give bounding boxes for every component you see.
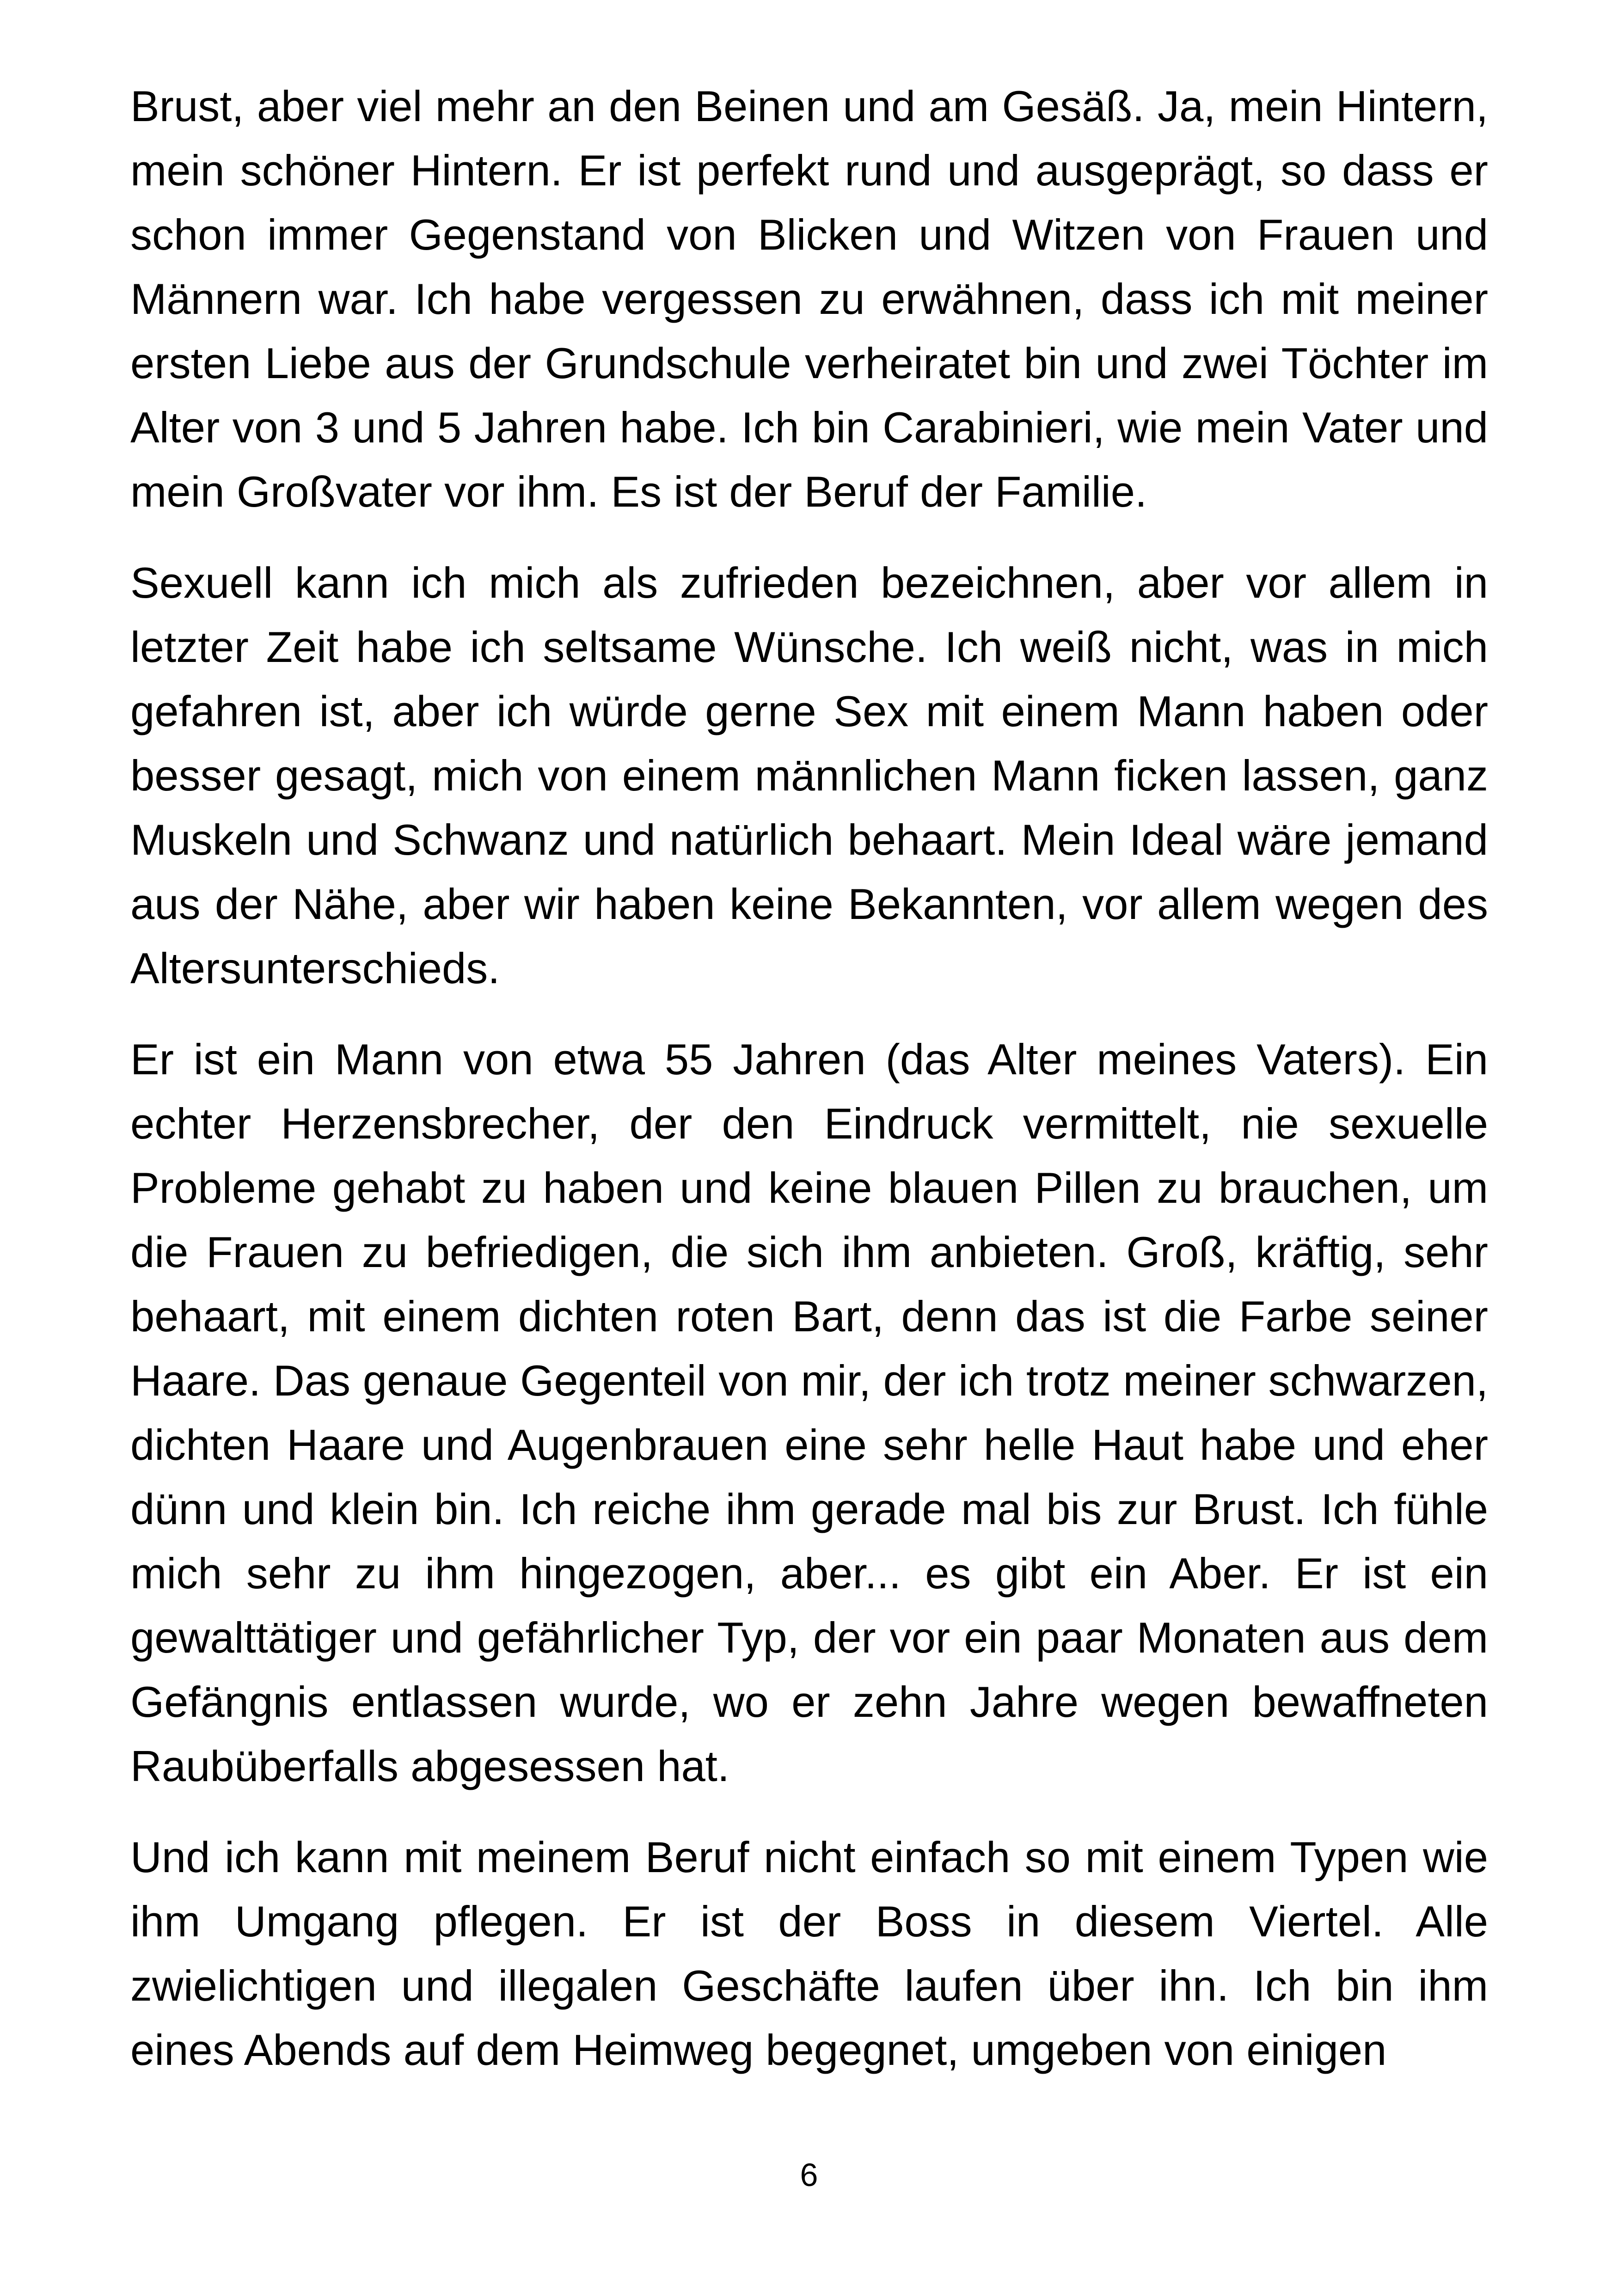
paragraph-3: Er ist ein Mann von etwa 55 Jahren (das Alter meines Vaters). Ein echter Herzensbrecher, der den Eindruck vermittelt, nie sexuelle Probleme gehabt zu haben und keine blauen Pillen zu brauchen, um die Frauen zu befriedigen, die sich ihm anbieten. Groß, kräftig, sehr behaart, mit einem dichten roten Bart, denn das ist die Farbe seiner Haare. Das genaue Gegenteil von mir, der ich trotz meiner schwarzen, dichten Haare und Augenbrauen eine sehr helle Haut habe und eher dünn und klein bin. Ich reiche ihm gerade mal bis zur Brust. Ich fühle mich sehr zu ihm hingezogen, aber... es gibt ein Aber. Er ist ein gewalttätiger und gefährlicher Typ, der vor ein paar Monaten aus dem Gefängnis entlassen wurde, wo er zehn Jahre wegen bewaffneten Raubüberfalls abgesessen hat. — [130, 1035, 1488, 1790]
paragraph-4: Und ich kann mit meinem Beruf nicht einfach so mit einem Typen wie ihm Umgang pflegen. Er ist der Boss in diesem Viertel. Alle zwielichtigen und illegalen Geschäfte laufen über ihn. Ich bin ihm eines Abends auf dem Heimweg begegnet, umgeben von einigen — [130, 1833, 1488, 2074]
paragraph-2: Sexuell kann ich mich als zufrieden bezeichnen, aber vor allem in letzter Zeit habe ich seltsame Wünsche. Ich weiß nicht, was in mich gefahren ist, aber ich würde gerne Sex mit einem Mann haben oder besser gesagt, mich von einem männlichen Mann ficken lassen, ganz Muskeln und Schwanz und natürlich behaart. Mein Ideal wäre jemand aus der Nähe, aber wir haben keine Bekannten, vor allem wegen des Altersunterschieds. — [130, 558, 1488, 992]
paragraph-1: Brust, aber viel mehr an den Beinen und am Gesäß. Ja, mein Hintern, mein schöner Hintern. Er ist perfekt rund und ausgeprägt, so dass er schon immer Gegenstand von Blicken und Witzen von Frauen und Männern war. Ich habe vergessen zu erwähnen, dass ich mit meiner ersten Liebe aus der Grundschule verheiratet bin und zwei Töchter im Alter von 3 und 5 Jahren habe. Ich bin Carabinieri, wie mein Vater und mein Großvater vor ihm. Es ist der Beruf der Familie. — [130, 82, 1488, 516]
page-number: 6 — [800, 2157, 818, 2193]
body-text — [130, 74, 1488, 2109]
